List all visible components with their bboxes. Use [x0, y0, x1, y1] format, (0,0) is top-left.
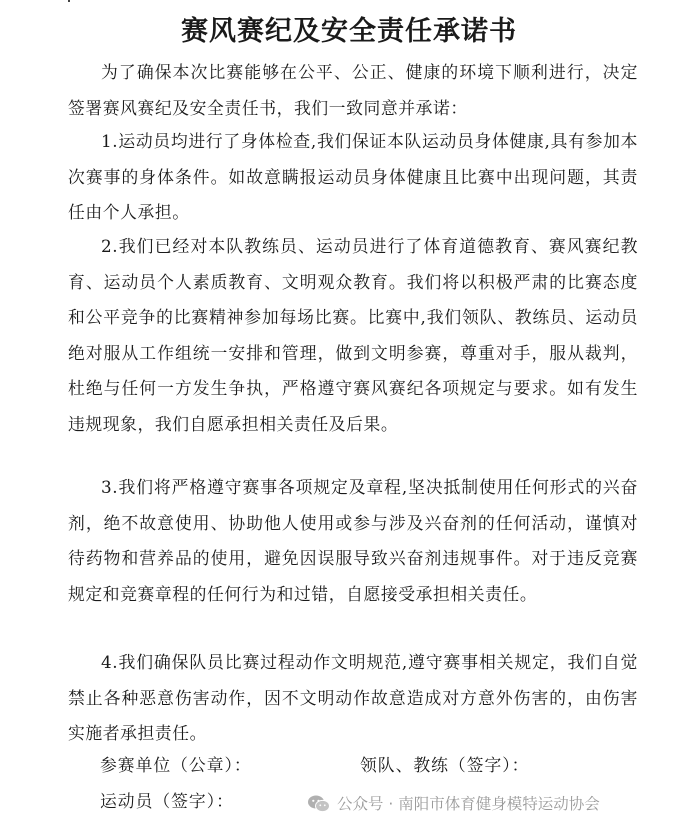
unit-seal-line: 参赛单位（公章）： [100, 755, 252, 775]
athlete-signature-line: 运动员（签字）： [100, 791, 234, 811]
intro-paragraph: 为了确保本次比赛能够在公平、公正、健康的环境下顺利进行，决定签署赛风赛纪及安全责任书，我们一致同意并承诺： [68, 62, 638, 118]
document-title: 赛风赛纪及安全责任承诺书 [181, 16, 517, 47]
clause-1: 1.运动员均进行了身体检查,我们保证本队运动员身体健康,具有参加本次赛事的身体条件。如故意瞒报运动员身体健康且比赛中出现问题，其责任由个人承担。 [68, 131, 638, 223]
watermark [307, 788, 600, 820]
clause-4: 4.我们确保队员比赛过程动作文明规范,遵守赛事相关规定，我们自觉禁止各种恶意伤害动作，因不文明动作故意造成对方意外伤害的，由伤害实施者承担责任。 [68, 652, 638, 744]
scan-speck [68, 0, 70, 2]
wechat-icon [307, 794, 331, 814]
clause-3: 3.我们将严格遵守赛事各项规定及章程,坚决抵制使用任何形式的兴奋剂，绝不故意使用、协助他人使用或参与涉及兴奋剂的任何活动，谨慎对待药物和营养品的使用，避免因误服导致兴奋剂违规事件。对于违反竞赛规定和竞赛章程的任何行为和过错，自愿接受承担相关责任。 [68, 477, 638, 604]
watermark-text: 公众号 · 南阳市体育健身模特运动协会 [337, 795, 600, 813]
leader-signature-line: 领队、教练（签字）： [360, 755, 530, 775]
clause-2: 2.我们已经对本队教练员、运动员进行了体育道德教育、赛风赛纪教育、运动员个人素质教育、文明观众教育。我们将以积极严肃的比赛态度和公平竞争的比赛精神参加每场比赛。比赛中,我们领队、教练员、运动员绝对服从工作组统一安排和管理，做到文明参赛，尊重对手，服从裁判，杜绝与任何一方发生争执，严格遵守赛风赛纪各项规定与要求。如有发生违规现象，我们自愿承担相关责任及后果。 [68, 236, 638, 434]
